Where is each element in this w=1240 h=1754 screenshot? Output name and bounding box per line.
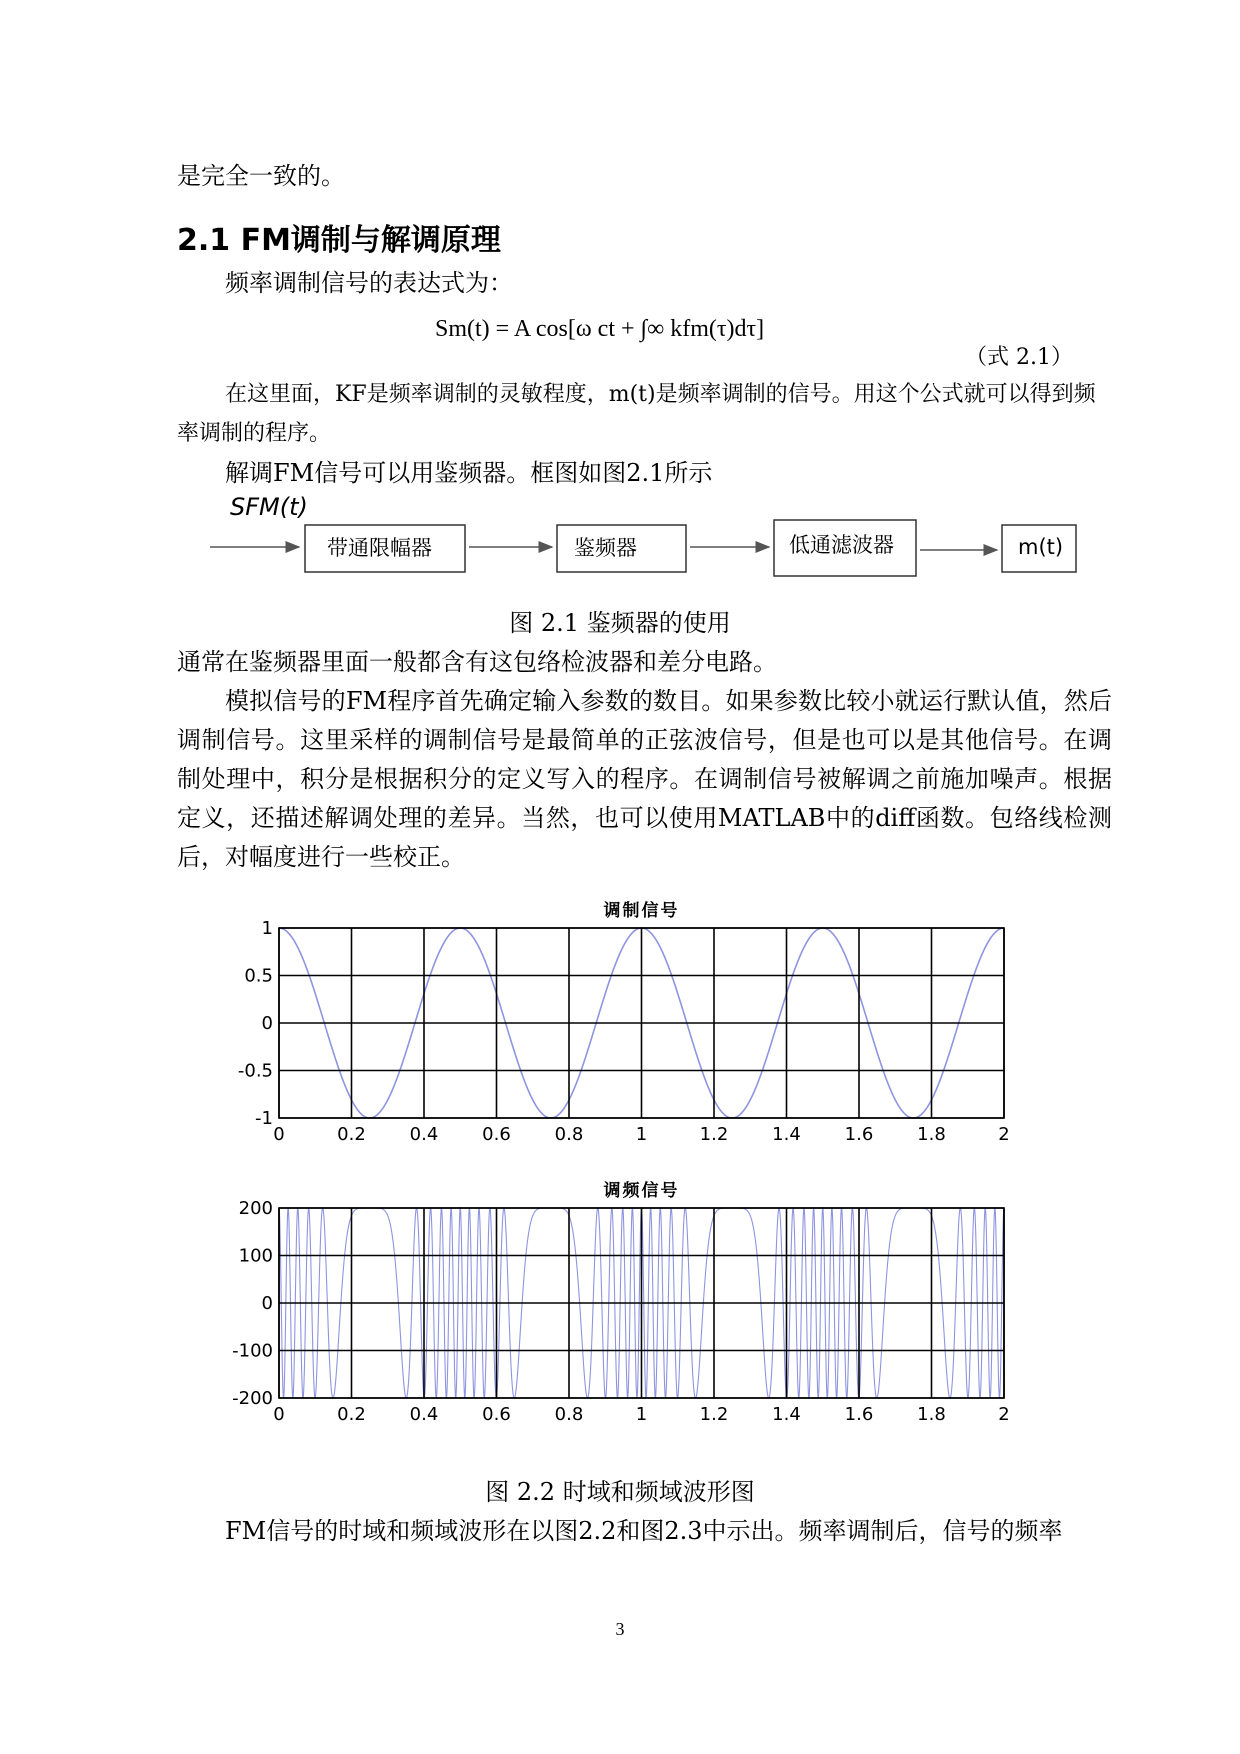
section-heading: 2.1 FM调制与解调原理 <box>177 223 501 258</box>
x-tick-label: 2 <box>998 1124 1010 1145</box>
figure-caption-2-1: 图 2.1 鉴频器的使用 <box>509 609 731 637</box>
chart-fm-signal <box>232 1180 1010 1425</box>
x-tick-label: 1.6 <box>844 1404 874 1425</box>
x-tick-label: 1.4 <box>772 1404 801 1425</box>
x-tick-label: 2 <box>998 1404 1010 1425</box>
x-tick-label: 0.8 <box>554 1124 584 1145</box>
paragraph-discriminator-note: 通常在鉴频器里面一般都含有这包络检波器和差分电路。 <box>177 648 777 676</box>
y-tick-label: -1 <box>255 1108 273 1129</box>
chart-title: 调频信号 <box>603 1181 680 1201</box>
x-tick-label: 1.6 <box>844 1124 874 1145</box>
x-tick-label: 0.8 <box>554 1404 584 1425</box>
x-tick-label: 1.2 <box>699 1404 729 1425</box>
y-tick-label: -100 <box>232 1340 273 1362</box>
block-diagram <box>177 490 1097 590</box>
x-tick-label: 0.2 <box>337 1404 366 1425</box>
paragraph-kf-explanation: 在这里面，KF是频率调制的灵敏程度，m(t)是频率调制的信号。用这个公式就可以得到频率调制的程序。 <box>177 382 1096 446</box>
x-tick-label: 1 <box>635 1404 648 1425</box>
y-tick-label: -0.5 <box>237 1060 273 1082</box>
y-tick-label: 200 <box>238 1198 273 1219</box>
y-tick-label: 0 <box>261 1293 273 1314</box>
input-signal-label: SFM(t) <box>230 493 308 521</box>
x-tick-label: 0.4 <box>409 1404 439 1425</box>
y-tick-label: 0.5 <box>244 965 273 987</box>
x-tick-label: 0.2 <box>337 1124 366 1145</box>
paragraph-formula-intro: 频率调制信号的表达式为： <box>225 269 513 297</box>
figure-2-2-charts <box>225 890 1025 1430</box>
page-number: 3 <box>615 1619 625 1639</box>
y-tick-label: 100 <box>238 1245 273 1267</box>
block-discriminator-label: 鉴频器 <box>574 536 637 560</box>
x-tick-label: 1.8 <box>917 1404 946 1425</box>
chart-title: 调制信号 <box>603 901 680 921</box>
paragraph-continuation: 是完全一致的。 <box>177 162 345 190</box>
block-output-label: m(t) <box>1018 535 1064 559</box>
y-tick-label: -200 <box>232 1388 273 1409</box>
figure-caption-2-2: 图 2.2 时域和频域波形图 <box>485 1478 755 1506</box>
block-bandpass-limiter-label: 带通限幅器 <box>327 536 432 560</box>
x-tick-label: 0 <box>273 1124 285 1145</box>
x-tick-label: 1 <box>635 1124 648 1145</box>
x-tick-label: 1.4 <box>772 1124 801 1145</box>
y-tick-label: 1 <box>261 918 273 939</box>
equation-number: （式 2.1） <box>965 345 1073 370</box>
x-tick-label: 0 <box>273 1404 285 1425</box>
y-tick-label: 0 <box>261 1013 273 1034</box>
block-lowpass-filter-label: 低通滤波器 <box>789 533 894 557</box>
equation-fm: Sm(t) = A cos[ω ct + ∫∞ kfm(τ)dτ] <box>435 316 765 342</box>
paragraph-fm-waveforms: FM信号的时域和频域波形在以图2.2和图2.3中示出。频率调制后，信号的频率 <box>225 1517 1063 1545</box>
x-tick-label: 0.6 <box>482 1404 511 1425</box>
paragraph-demod-intro: 解调FM信号可以用鉴频器。框图如图2.1所示 <box>225 459 713 487</box>
x-tick-label: 1.8 <box>917 1124 946 1145</box>
x-tick-label: 0.6 <box>482 1124 511 1145</box>
x-tick-label: 1.2 <box>699 1124 729 1145</box>
x-tick-label: 0.4 <box>409 1124 439 1145</box>
chart-modulating-signal <box>238 900 1010 1145</box>
paragraph-simulation: 模拟信号的FM程序首先确定输入参数的数目。如果参数比较小就运行默认值，然后调制信号。这里采样的调制信号是最简单的正弦波信号，但是也可以是其他信号。在调制处理中，积分是根据积分的定义写入的程序。在调制信号被解调之前施加噪声。根据定义，还描述解调处理的差异。当然，也可以使用MATLAB中的diff函数。包络线检测后，对幅度进行一些校正。 <box>177 687 1112 871</box>
